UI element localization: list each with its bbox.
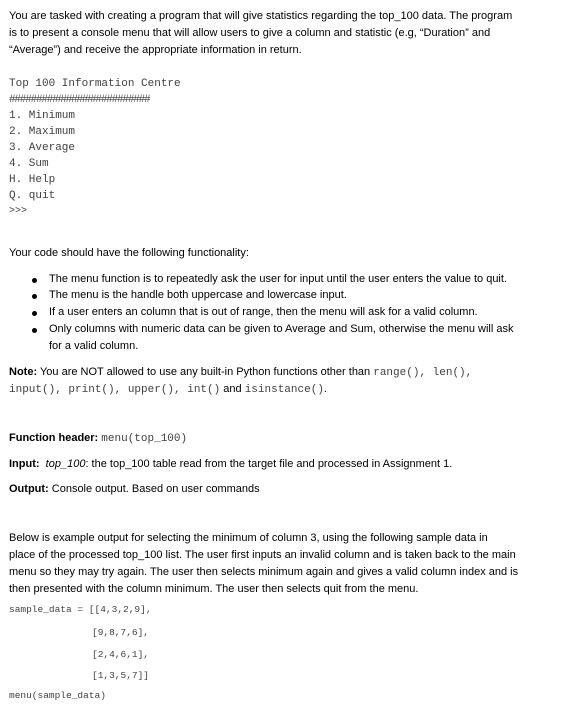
intro-paragraph [9,8,559,59]
menu-item: 2. Maximum [9,126,76,138]
function-header-label: Function header: [9,432,99,444]
code-line: [1,3,5,7]] [92,670,150,681]
intro-line: You are tasked with creating a program that will give statistics regarding the top_100 data. The program [9,10,513,22]
output-description [9,483,260,495]
note-functions: isinstance() [244,384,324,396]
menu-item: Q. quit [9,190,56,202]
code-line: [2,4,6,1], [92,649,150,660]
note-functions: input(), print(), upper(), int() [9,384,221,396]
code-line: [9,8,7,6], [92,627,150,638]
note-line-2 [9,383,327,396]
list-item: If a user enters an column that is out of range, then the menu will ask for a valid column. [49,306,478,318]
bullet-dot [32,294,37,299]
function-header [9,432,187,445]
bullet-dot [32,328,37,333]
output-text: Console output. Based on user commands [48,483,260,495]
list-item: The menu function is to repeatedly ask the user for input until the user enters the value to quit. [49,273,507,285]
input-param: top_100 [45,458,86,470]
note-text: You are NOT allowed to use any built-in Python functions other than [37,366,374,378]
note-label: Note: [9,366,38,378]
intro-line: is to present a console menu that will allow users to give a column and statistic (e.g, “Duration” and [9,27,491,39]
list-item-continuation: for a valid column. [49,340,139,352]
menu-item: 3. Average [9,142,76,154]
input-label: Input: [9,458,40,470]
function-header-code: menu(top_100) [101,433,188,445]
code-line: sample_data = [[4,3,2,9], [9,604,152,615]
input-description [9,458,452,470]
code-line: menu(sample_data) [9,690,106,701]
example-line: then presented with the column minimum. The user then selects quit from the menu. [9,583,419,595]
list-item: The menu is the handle both uppercase and lowercase input. [49,289,347,301]
output-label: Output: [9,483,49,495]
example-line: place of the processed top_100 list. The user first inputs an invalid column and is taken back to the main [9,549,516,561]
menu-item: 4. Sum [9,158,49,170]
menu-separator: ########################## [9,94,150,106]
menu-title: Top 100 Information Centre [9,78,181,90]
intro-line: “Average”) and receive the appropriate information in return. [9,44,302,56]
note-and: and [220,383,245,395]
example-line: Below is example output for selecting the minimum of column 3, using the following sample data in [9,532,488,544]
menu-prompt: >>> [9,206,28,217]
bullet-dot [32,311,37,316]
functionality-heading: Your code should have the following functionality: [9,247,249,259]
note-period: . [323,383,327,395]
list-item: Only columns with numeric data can be given to Average and Sum, otherwise the menu will ask [49,323,514,335]
example-line: menu so they may try again. The user then selects minimum again and gives a valid column index and is [9,566,519,578]
bullet-dot [32,278,37,283]
menu-item: H. Help [9,174,56,186]
input-text: : the top_100 table read from the target file and processed in Assignment 1. [85,458,453,470]
menu-item: 1. Minimum [9,110,76,122]
example-paragraph [9,530,559,598]
note-line-1 [9,366,472,379]
note-functions: range(), len(), [373,367,473,379]
